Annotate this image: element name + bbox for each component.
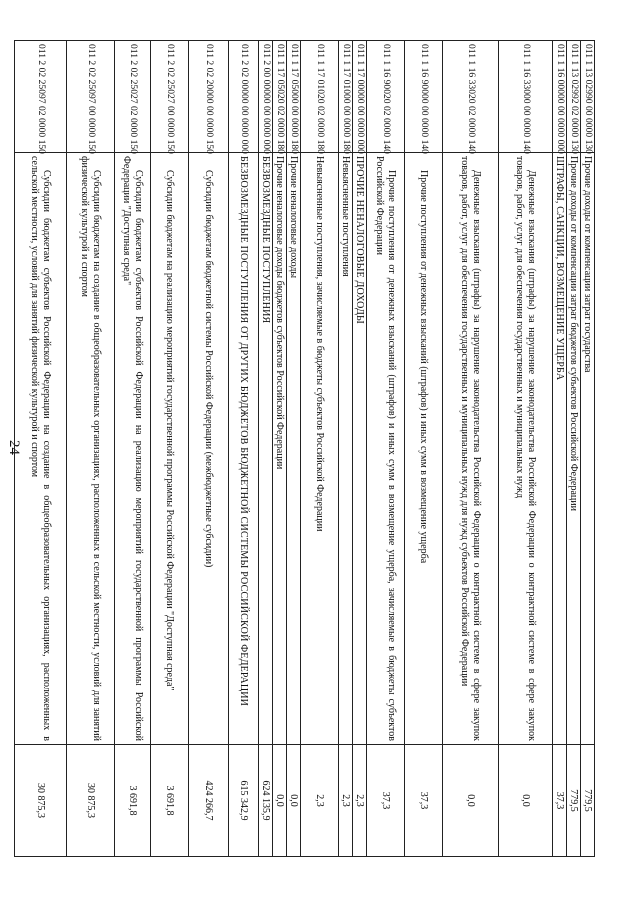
table-row (353, 41, 367, 857)
table-row (567, 41, 581, 857)
amount-cell: 0,0 (287, 745, 301, 857)
income-name-cell: Невыясненные поступления, зачисляемые в бюджеты субъектов Российской Федерации (301, 153, 339, 745)
page-number: 24 (6, 440, 22, 455)
amount-cell: 3 691,8 (151, 745, 189, 857)
income-name-cell: Прочие доходы от компенсации затрат бюджетов субъектов Российской Федерации (567, 153, 581, 745)
income-name-cell: Прочие неналоговые доходы бюджетов субъектов Российской Федерации (273, 153, 287, 745)
amount-cell: 3 691,8 (115, 745, 151, 857)
budget-code-cell: 011 1 13 02990 00 0000 130 (581, 41, 595, 153)
amount-cell: 624 135,9 (259, 745, 273, 857)
table-row (115, 41, 151, 857)
budget-code-cell: 011 1 16 33020 02 0000 140 (443, 41, 499, 153)
table-row (189, 41, 229, 857)
budget-code-cell: 011 1 17 01020 02 0000 180 (301, 41, 339, 153)
table-row (151, 41, 189, 857)
amount-cell: 0,0 (499, 745, 553, 857)
budget-code-cell: 011 1 16 90000 00 0000 140 (405, 41, 443, 153)
budget-code-cell: 011 1 17 05000 00 0000 180 (287, 41, 301, 153)
table-row (15, 41, 67, 857)
amount-cell: 779,5 (567, 745, 581, 857)
budget-code-cell: 011 2 00 00000 00 0000 000 (259, 41, 273, 153)
budget-code-cell: 011 2 02 20000 00 0000 150 (189, 41, 229, 153)
table-row (273, 41, 287, 857)
budget-code-cell: 011 2 02 25027 02 0000 150 (115, 41, 151, 153)
table-row (259, 41, 273, 857)
table-row (301, 41, 339, 857)
income-name-cell: Субсидии бюджетам бюджетной системы Российской Федерации (межбюджетные субсидии) (189, 153, 229, 745)
table-row (499, 41, 553, 857)
table-row (443, 41, 499, 857)
amount-cell: 37,3 (367, 745, 405, 857)
amount-cell: 0,0 (273, 745, 287, 857)
income-name-cell: Невыясненные поступления (339, 153, 353, 745)
amount-cell: 0,0 (443, 745, 499, 857)
amount-cell: 37,3 (405, 745, 443, 857)
amount-cell: 2,3 (353, 745, 367, 857)
table-row (405, 41, 443, 857)
income-name-cell: Прочие доходы от компенсации затрат государства (581, 153, 595, 745)
income-name-cell: Субсидии бюджетам на реализацию мероприятий государственной программы Российской Федерации "Доступная среда" (151, 153, 189, 745)
budget-code-cell: 011 1 16 90020 02 0000 140 (367, 41, 405, 153)
amount-cell: 30 875,3 (67, 745, 115, 857)
table-row (581, 41, 595, 857)
income-name-cell: Денежные взыскания (штрафы) за нарушение законодательства Российской Федерации о контрактной системе в сфере закупок товаров, работ, услуг для обеспечения государственных и муниципальных нужд (499, 153, 553, 745)
budget-code-cell: 011 2 02 25097 02 0000 150 (15, 41, 67, 153)
amount-cell: 2,3 (301, 745, 339, 857)
income-name-cell: Прочие поступления от денежных взысканий (штрафов) и иных сумм в возмещение ущерба, зачисляемые в бюджеты субъектов Российской Федерации (367, 153, 405, 745)
table-row (229, 41, 259, 857)
budget-code-cell: 011 1 17 00000 00 0000 000 (353, 41, 367, 153)
income-name-cell: ПРОЧИЕ НЕНАЛОГОВЫЕ ДОХОДЫ (353, 153, 367, 745)
income-name-cell: Субсидии бюджетам на создание в общеобразовательных организациях, расположенных в сельской местности, условий для занятий физической культурой и спортом (67, 153, 115, 745)
table-row (339, 41, 353, 857)
table-row (67, 41, 115, 857)
amount-cell: 779,5 (581, 745, 595, 857)
income-name-cell: Субсидии бюджетам субъектов Российской Федерации на создание в общеобразовательных организациях, расположенных в сельской местности, условий для занятий физической культурой и спортом (15, 153, 67, 745)
income-name-cell: БЕЗВОЗМЕЗДНЫЕ ПОСТУПЛЕНИЯ ОТ ДРУГИХ БЮДЖЕТОВ БЮДЖЕТНОЙ СИСТЕМЫ РОССИЙСКОЙ ФЕДЕРАЦИИ (229, 153, 259, 745)
amount-cell: 2,3 (339, 745, 353, 857)
amount-cell: 30 875,3 (15, 745, 67, 857)
budget-income-table (14, 40, 595, 857)
budget-code-cell: 011 1 13 02992 02 0000 130 (567, 41, 581, 153)
table-row (287, 41, 301, 857)
budget-code-cell: 011 1 16 33000 00 0000 140 (499, 41, 553, 153)
budget-code-cell: 011 1 16 00000 00 0000 000 (553, 41, 567, 153)
income-name-cell: Субсидии бюджетам субъектов Российской Федерации на реализацию мероприятий государственной программы Российской Федерации "Доступная среда" (115, 153, 151, 745)
income-name-cell: Денежные взыскания (штрафы) за нарушение законодательства Российской Федерации о контрактной системе в сфере закупок товаров, работ, услуг для обеспечения государственных и муниципальных нужд для нужд субъектов Российской Федерации (443, 153, 499, 745)
table-row (553, 41, 567, 857)
budget-code-cell: 011 2 02 25027 00 0000 150 (151, 41, 189, 153)
amount-cell: 424 266,7 (189, 745, 229, 857)
income-name-cell: ШТРАФЫ, САНКЦИИ, ВОЗМЕЩЕНИЕ УЩЕРБА (553, 153, 567, 745)
table-row (367, 41, 405, 857)
income-name-cell: БЕЗВОЗМЕЗДНЫЕ ПОСТУПЛЕНИЯ (259, 153, 273, 745)
budget-code-cell: 011 2 02 00000 00 0000 000 (229, 41, 259, 153)
budget-code-cell: 011 1 17 05020 02 0000 180 (273, 41, 287, 153)
income-name-cell: Прочие поступления от денежных взысканий (штрафов) и иных сумм в возмещение ущерба (405, 153, 443, 745)
rotated-table-container (29, 40, 595, 856)
income-name-cell: Прочие неналоговые доходы (287, 153, 301, 745)
budget-code-cell: 011 2 02 25097 00 0000 150 (67, 41, 115, 153)
budget-code-cell: 011 1 17 01000 00 0000 180 (339, 41, 353, 153)
amount-cell: 615 342,9 (229, 745, 259, 857)
amount-cell: 37,3 (553, 745, 567, 857)
